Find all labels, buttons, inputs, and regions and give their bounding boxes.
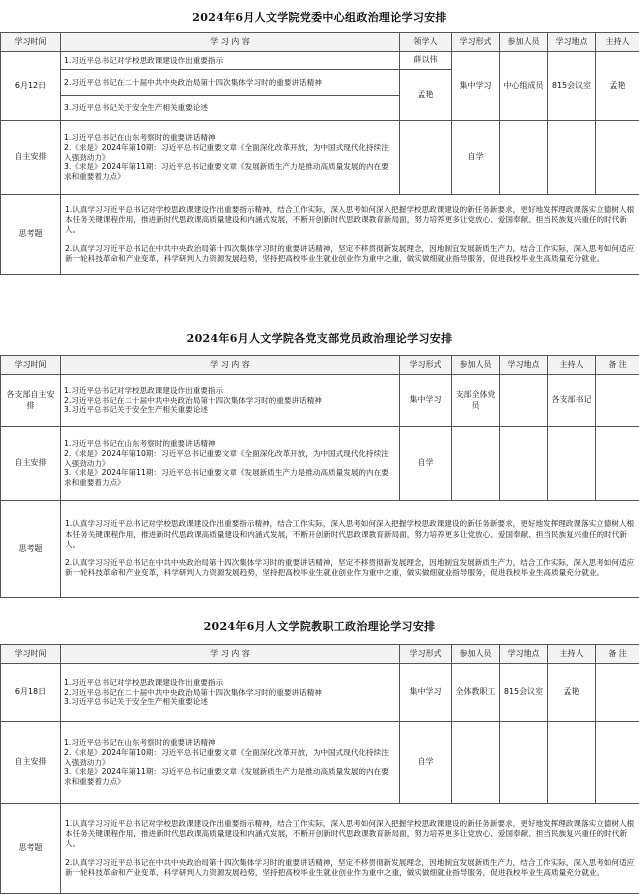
participants-cell: 支部全体党员 bbox=[452, 375, 500, 427]
form-cell: 自学 bbox=[400, 722, 452, 804]
question-item: 1.认真学习习近平总书记对学校思政课建设作出重要指示精神，结合工作实际，深入思考如何深入把握学校思政课建设的新任务新要求，更好地发挥理政课落实立德树人根本任务关键课程作用，推进新时代思政课高质量建设和内涵式发展，不断开创新时代思政课教育新局面，努力培养更多让党放心、爱国奉献、担当民族复兴重任的时代新人。 bbox=[65, 519, 635, 549]
form-cell: 集中学习 bbox=[452, 52, 500, 121]
time-cell: 自主安排 bbox=[1, 722, 61, 804]
content-cell bbox=[61, 375, 400, 427]
question-item: 2.认真学习习近平总书记在中共中央政治局第十四次集体学习时的重要讲话精神，坚定不移贯彻新发展理念，因地制宜发展新质生产力，结合工作实际，深入思考如何适应新一轮科技革命和产业变革，科学研判人力资源发展趋势，坚持把高校毕业生就业创业作为重中之重，做实做细就业指导服务，促进我校毕业生高质量充分就业。 bbox=[65, 243, 635, 263]
table-row bbox=[1, 427, 639, 501]
header-cell: 学习形式 bbox=[400, 356, 452, 375]
header-cell: 学 习 内 容 bbox=[61, 645, 400, 664]
content-item: 1.习近平总书记对学校思政课建设作出重要指示 bbox=[64, 385, 224, 395]
table-header-row bbox=[1, 645, 639, 664]
location-cell bbox=[548, 121, 596, 195]
content-item: 1.习近平总书记对学校思政课建设作出重要指示 bbox=[61, 52, 400, 70]
host-cell bbox=[548, 722, 596, 804]
section-title: 2024年6月人文学院教职工政治理论学习安排 bbox=[203, 620, 436, 633]
content-item: 3.《求是》2024年第11期：习近平总书记重要文章《发展新质生产力是推动高质量发展的内在要求和重要着力点》 bbox=[64, 767, 389, 787]
host-cell bbox=[548, 427, 596, 501]
time-cell: 6月12日 bbox=[1, 52, 61, 121]
content-cell bbox=[61, 664, 400, 722]
participants-cell bbox=[500, 121, 548, 195]
content-cell bbox=[61, 722, 400, 804]
form-cell: 集中学习 bbox=[400, 664, 452, 722]
table-row bbox=[1, 804, 639, 894]
header-cell: 学习时间 bbox=[1, 33, 61, 52]
form-cell: 自学 bbox=[452, 121, 500, 195]
section-title: 2024年6月人文学院各党支部党员政治理论学习安排 bbox=[186, 332, 453, 345]
location-cell bbox=[500, 375, 548, 427]
table-header-row bbox=[1, 356, 639, 375]
content-item: 3.《求是》2024年第11期：习近平总书记重要文章《发展新质生产力是推动高质量发展的内在要求和重要着力点》 bbox=[64, 162, 389, 182]
table-row bbox=[1, 375, 639, 427]
content-cell bbox=[61, 121, 400, 195]
content-item: 3.习近平总书记关于安全生产相关重要论述 bbox=[64, 697, 208, 707]
section-title: 2024年6月人文学院党委中心组政治理论学习安排 bbox=[192, 11, 447, 24]
content-item: 2.《求是》2024年第10期：习近平总书记重要文章《全面深化改革开放，为中国式现代化持续注入强劲动力》 bbox=[64, 448, 389, 468]
header-cell: 学习时间 bbox=[1, 645, 61, 664]
time-cell: 6月18日 bbox=[1, 664, 61, 722]
content-item: 3.《求是》2024年第11期：习近平总书记重要文章《发展新质生产力是推动高质量发展的内在要求和重要着力点》 bbox=[64, 468, 389, 488]
header-cell: 备 注 bbox=[596, 356, 639, 375]
header-cell: 学 习 内 容 bbox=[61, 356, 400, 375]
questions-cell bbox=[61, 501, 639, 598]
location-cell bbox=[500, 427, 548, 501]
participants-cell: 中心组成员 bbox=[500, 52, 548, 121]
table-row bbox=[1, 52, 639, 70]
content-item: 2.《求是》2024年第10期：习近平总书记重要文章《全面深化改革开放，为中国式现代化持续注入强劲动力》 bbox=[64, 142, 389, 162]
header-cell: 备 注 bbox=[596, 645, 639, 664]
time-cell: 自主安排 bbox=[1, 121, 61, 195]
content-item: 3.习近平总书记关于安全生产相关重要论述 bbox=[64, 405, 208, 415]
content-item: 2.习近平总书记在二十届中共中央政治局第十四次集体学习时的重要讲话精神 bbox=[61, 70, 400, 96]
section-party-committee bbox=[0, 6, 639, 275]
questions-label: 思考题 bbox=[1, 195, 61, 275]
location-cell bbox=[500, 722, 548, 804]
participants-cell bbox=[452, 427, 500, 501]
header-cell: 学习形式 bbox=[400, 645, 452, 664]
header-cell: 参加人员 bbox=[500, 33, 548, 52]
participants-cell bbox=[452, 722, 500, 804]
note-cell bbox=[596, 427, 639, 501]
content-item: 1.习近平总书记在山东考察时的重要讲话精神 bbox=[64, 439, 216, 449]
content-item: 1.习近平总书记在山东考察时的重要讲话精神 bbox=[64, 738, 216, 748]
header-cell: 领学人 bbox=[400, 33, 452, 52]
header-cell: 参加人员 bbox=[452, 645, 500, 664]
header-cell: 学习形式 bbox=[452, 33, 500, 52]
header-cell: 学 习 内 容 bbox=[61, 33, 400, 52]
note-cell bbox=[596, 664, 639, 722]
question-item: 2.认真学习习近平总书记在中共中央政治局第十四次集体学习时的重要讲话精神，坚定不移贯彻新发展理念，因地制宜发展新质生产力，结合工作实际，深入思考如何适应新一轮科技革命和产业变革，科学研判人力资源发展趋势，坚持把高校毕业生就业创业作为重中之重，做实做细就业指导服务，促进我校毕业生高质量充分就业。 bbox=[65, 558, 635, 578]
table-header-row bbox=[1, 33, 639, 52]
content-item: 1.习近平总书记在山东考察时的重要讲话精神 bbox=[64, 133, 216, 143]
form-cell: 集中学习 bbox=[400, 375, 452, 427]
table-row bbox=[1, 121, 639, 195]
question-item: 1.认真学习习近平总书记对学校思政课建设作出重要指示精神，结合工作实际，深入思考如何深入把握学校思政课建设的新任务新要求，更好地发挥理政课落实立德树人根本任务关键课程作用，推进新时代思政课高质量建设和内涵式发展，不断开创新时代思政课教育新局面，努力培养更多让党放心、爱国奉献、担当民族复兴重任的时代新人。 bbox=[65, 818, 635, 849]
leader-cell: 薛以伟 bbox=[400, 52, 452, 70]
question-item: 1.认真学习习近平总书记对学校思政课建设作出重要指示精神，结合工作实际，深入思考如何深入把握学校思政课建设的新任务新要求，更好地发挥理政课落实立德树人根本任务关键课程作用，推进新时代思政课高质量建设和内涵式发展，不断开创新时代思政课教育新局面，努力培养更多让党放心、爱国奉献、担当民族复兴重任的时代新人。 bbox=[65, 204, 635, 235]
header-cell: 主持人 bbox=[548, 356, 596, 375]
table-row bbox=[1, 722, 639, 804]
header-cell: 主持人 bbox=[596, 33, 639, 52]
questions-cell bbox=[61, 195, 639, 275]
note-cell bbox=[596, 722, 639, 804]
schedule-table bbox=[0, 355, 639, 598]
schedule-table bbox=[0, 32, 639, 275]
header-cell: 主持人 bbox=[548, 645, 596, 664]
time-cell: 各支部自主安排 bbox=[1, 375, 61, 427]
form-cell: 自学 bbox=[400, 427, 452, 501]
questions-cell bbox=[61, 804, 639, 894]
schedule-table bbox=[0, 644, 639, 894]
host-cell bbox=[596, 121, 639, 195]
location-cell: 815会议室 bbox=[548, 52, 596, 121]
participants-cell: 全体教职工 bbox=[452, 664, 500, 722]
content-item: 1.习近平总书记对学校思政课建设作出重要指示 bbox=[64, 677, 224, 687]
host-cell: 各支部书记 bbox=[548, 375, 596, 427]
content-item: 2.《求是》2024年第10期：习近平总书记重要文章《全面深化改革开放，为中国式现代化持续注入强劲动力》 bbox=[64, 747, 389, 767]
content-cell bbox=[61, 427, 400, 501]
header-cell: 学习时间 bbox=[1, 356, 61, 375]
section-faculty-staff bbox=[0, 612, 639, 894]
questions-label: 思考题 bbox=[1, 804, 61, 894]
header-cell: 参加人员 bbox=[452, 356, 500, 375]
location-cell: 815会议室 bbox=[500, 664, 548, 722]
host-cell: 孟艳 bbox=[596, 52, 639, 121]
questions-label: 思考题 bbox=[1, 501, 61, 598]
table-row bbox=[1, 664, 639, 722]
host-cell: 孟艳 bbox=[548, 664, 596, 722]
leader-cell: 孟艳 bbox=[400, 70, 452, 121]
time-cell: 自主安排 bbox=[1, 427, 61, 501]
header-cell: 学习地点 bbox=[500, 356, 548, 375]
content-item: 2.习近平总书记在二十届中共中央政治局第十四次集体学习时的重要讲话精神 bbox=[64, 687, 322, 697]
header-cell: 学习地点 bbox=[548, 33, 596, 52]
header-cell: 学习地点 bbox=[500, 645, 548, 664]
table-row bbox=[1, 195, 639, 275]
question-item: 2.认真学习习近平总书记在中共中央政治局第十四次集体学习时的重要讲话精神，坚定不移贯彻新发展理念，因地制宜发展新质生产力，结合工作实际，深入思考如何适应新一轮科技革命和产业变革，科学研判人力资源发展趋势，坚持把高校毕业生就业创业作为重中之重，做实做细就业指导服务，促进我校毕业生高质量充分就业。 bbox=[65, 857, 635, 877]
content-item: 2.习近平总书记在二十届中共中央政治局第十四次集体学习时的重要讲话精神 bbox=[64, 395, 322, 405]
section-party-branches bbox=[0, 325, 639, 598]
note-cell bbox=[596, 375, 639, 427]
content-item: 3.习近平总书记关于安全生产相关重要论述 bbox=[61, 96, 400, 121]
leader-cell bbox=[400, 121, 452, 195]
table-row bbox=[1, 501, 639, 598]
